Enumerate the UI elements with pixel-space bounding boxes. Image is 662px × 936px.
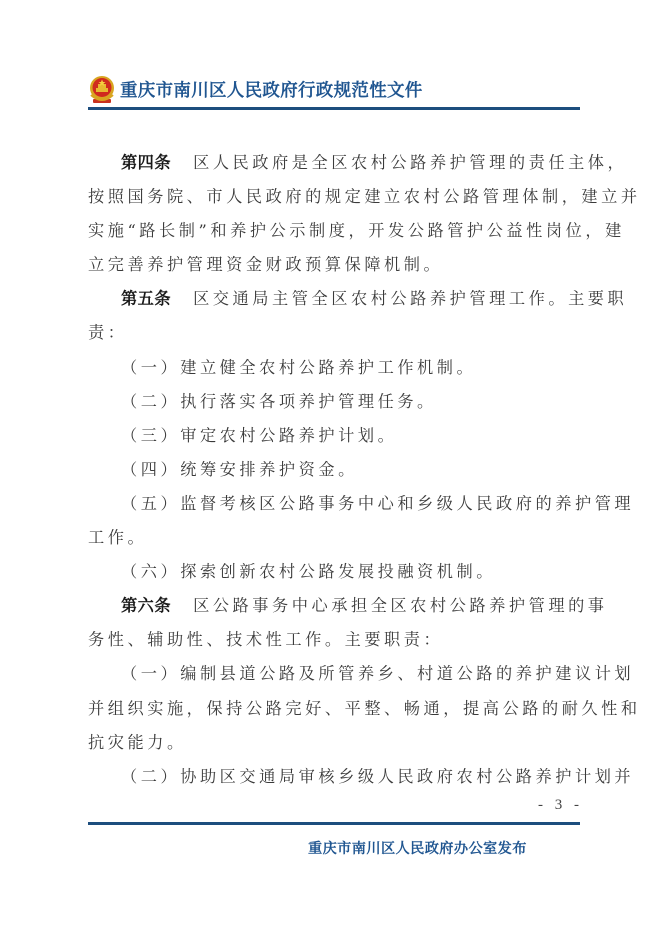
article-5-line-1 (88, 282, 628, 316)
article-5-item-6: （六）探索创新农村公路发展投融资机制。 (121, 562, 497, 582)
article-5-item-5-cont: 工作。 (88, 528, 148, 548)
article-4-line-3: 实施“路长制”和养护公示制度，开发公路管护公益性岗位，建 (88, 221, 625, 241)
article-6-item-1: （一）编制县道公路及所管养乡、村道公路的养护建议计划 (121, 664, 635, 684)
article-number: 第六条 (121, 596, 172, 616)
footer-divider (88, 822, 580, 825)
article-6-item-1-cont-1: 并组织实施，保持公路完好、平整、畅通，提高公路的耐久性和 (88, 698, 641, 718)
article-6-line-1 (88, 589, 608, 623)
article-5-item-3: （三）审定农村公路养护计划。 (121, 425, 398, 445)
article-4-line-4: 立完善养护管理资金财政预算保障机制。 (88, 255, 444, 275)
article-6-item-1-cont-2: 抗灾能力。 (88, 732, 187, 752)
article-4-line-2: 按照国务院、市人民政府的规定建立农村公路管理体制，建立并 (88, 187, 641, 207)
article-5-item-5: （五）监督考核区公路事务中心和乡级人民政府的养护管理 (121, 493, 635, 513)
article-text: 区人民政府是全区农村公路养护管理的责任主体， (193, 153, 628, 172)
header-title: 重庆市南川区人民政府行政规范性文件 (120, 81, 423, 101)
article-number: 第五条 (121, 289, 172, 309)
article-5-line-2: 责： (88, 323, 128, 343)
header-divider (88, 107, 580, 110)
article-text: 区交通局主管全区农村公路养护管理工作。主要职 (193, 289, 628, 309)
article-number: 第四条 (121, 153, 172, 172)
national-emblem-icon (88, 75, 116, 105)
article-4-line-1 (88, 146, 628, 180)
article-5-item-2: （二）执行落实各项养护管理任务。 (121, 391, 437, 411)
article-6-item-2: （二）协助区交通局审核乡级人民政府农村公路养护计划并 (121, 766, 635, 786)
page-number: - 3 - (538, 797, 583, 813)
document-header (88, 72, 580, 112)
publisher-label: 重庆市南川区人民政府办公室发布 (308, 841, 527, 857)
article-text: 区公路事务中心承担全区农村公路养护管理的事 (193, 596, 608, 616)
document-body (88, 146, 641, 794)
article-5-item-4: （四）统筹安排养护资金。 (121, 459, 358, 479)
article-6-line-2: 务性、辅助性、技术性工作。主要职责： (88, 630, 444, 650)
article-5-item-1: （一）建立健全农村公路养护工作机制。 (121, 357, 477, 377)
